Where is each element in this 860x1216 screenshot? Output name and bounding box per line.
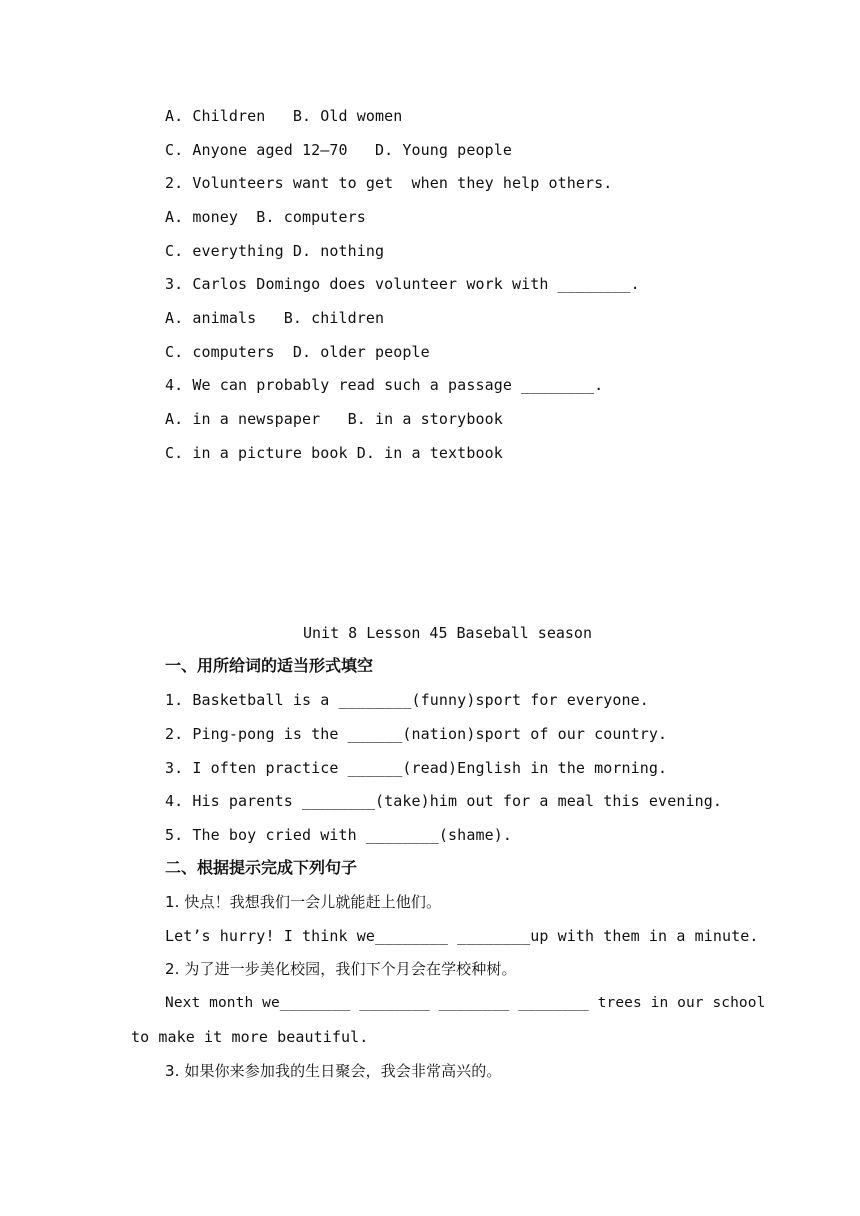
q3-options-cd: C. computers D. older people: [165, 343, 430, 361]
section1-heading: 一、用所给词的适当形式填空: [165, 656, 374, 675]
q4-options-ab: A. in a newspaper B. in a storybook: [165, 410, 503, 428]
section1-item: 4. His parents ________(take)him out for a meal this evening.: [165, 792, 722, 810]
q4-options-cd: C. in a picture book D. in a textbook: [165, 444, 503, 462]
section2-heading: 二、根据提示完成下列句子: [165, 858, 358, 877]
s2-q2-english-line2: to make it more beautiful.: [131, 1028, 369, 1046]
q3-stem: 3. Carlos Domingo does volunteer work with ________.: [165, 275, 640, 293]
q3-options-ab: A. animals B. children: [165, 309, 385, 327]
q1-options-cd: C. Anyone aged 12—70 D. Young people: [165, 141, 512, 159]
q2-options-ab: A. money B. computers: [165, 208, 366, 226]
s2-q2-chinese: 2. 为了进一步美化校园，我们下个月会在学校种树。: [165, 960, 517, 978]
s2-q1-chinese: 1. 快点！我想我们一会儿就能赶上他们。: [165, 893, 442, 911]
s2-q1-english: Let’s hurry! I think we________ ________up with them in a minute.: [165, 927, 759, 945]
q2-options-cd: C. everything D. nothing: [165, 242, 385, 260]
section1-item: 2. Ping-pong is the ______(nation)sport of our country.: [165, 725, 668, 743]
section1-item: 5. The boy cried with ________(shame).: [165, 826, 512, 844]
lesson-title: Unit 8 Lesson 45 Baseball season: [303, 624, 592, 642]
q1-options-ab: A. Children B. Old women: [165, 107, 403, 125]
s2-q3-chinese: 3. 如果你来参加我的生日聚会，我会非常高兴的。: [165, 1062, 502, 1080]
q2-stem: 2. Volunteers want to get when they help others.: [165, 174, 613, 192]
section1-item: 3. I often practice ______(read)English in the morning.: [165, 759, 668, 777]
section1-item: 1. Basketball is a ________(funny)sport for everyone.: [165, 691, 649, 709]
s2-q2-english-line1: Next month we________ ________ ________ ________ trees in our school: [165, 995, 766, 1011]
q4-stem: 4. We can probably read such a passage ________.: [165, 376, 604, 394]
